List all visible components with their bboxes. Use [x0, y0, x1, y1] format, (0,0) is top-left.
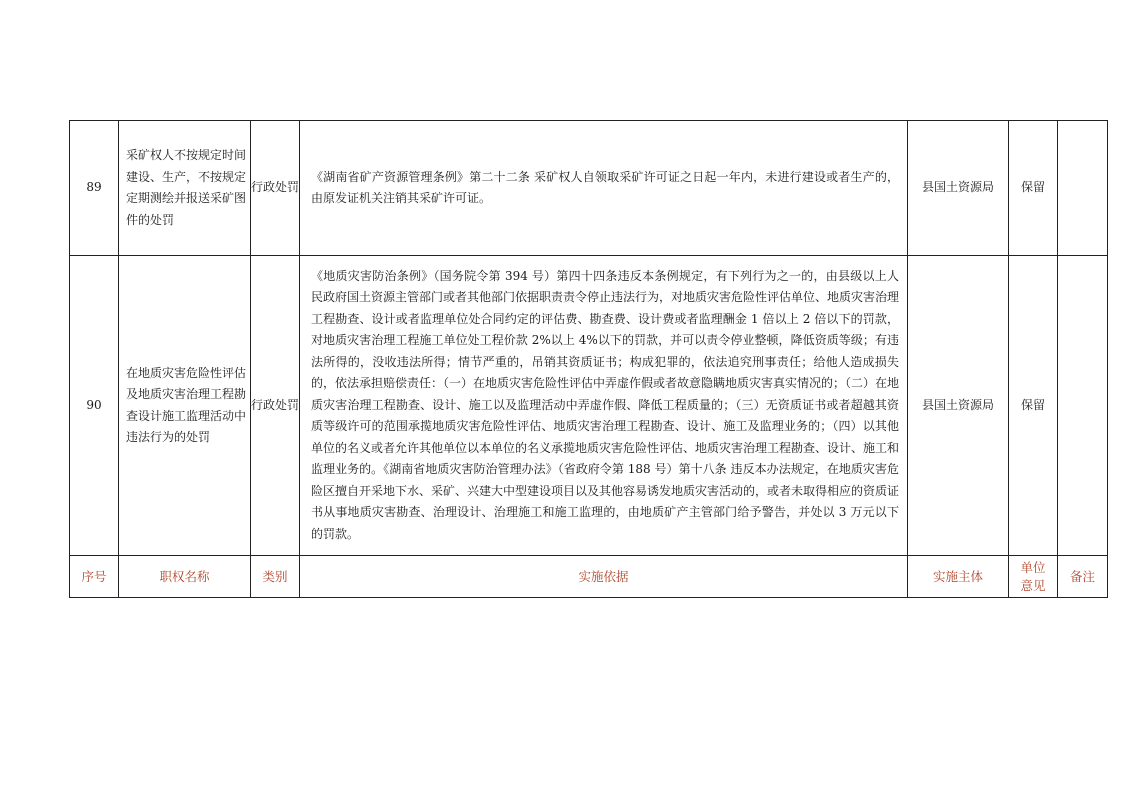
- authority-type: 行政处罚: [251, 121, 300, 256]
- header-type: 类别: [251, 556, 300, 598]
- row-number: 90: [70, 256, 119, 556]
- legal-basis: 《地质灾害防治条例》（国务院令第 394 号）第四十四条违反本条例规定，有下列行为之一的，由县级以上人民政府国土资源主管部门或者其他部门依据职责责令停止违法行为，对地质灾害危险性评估单位、地质灾害治理工程勘查、设计或者监理单位处合同约定的评估费、勘查费、设计费或者监理酬金 1 倍以上 2 倍以下的罚款，对地质灾害治理工程施工单位处工程价款 2%以上 4%以下的罚款，并可以责令停业整顿，降低资质等级；有违法所得的，没收违法所得；情节严重的，吊销其资质证书；构成犯罪的，依法追究刑事责任；给他人造成损失的，依法承担赔偿责任：（一）在地质灾害危险性评估中弄虚作假或者故意隐瞒地质灾害真实情况的；（二）在地质灾害治理工程勘查、设计、施工以及监理活动中弄虚作假、降低工程质量的；（三）无资质证书或者超越其资质等级许可的范围承揽地质灾害危险性评估、地质灾害治理工程勘查、设计、施工及监理业务的；（四）以其他单位的名义或者允许其他单位以本单位的名义承揽地质灾害危险性评估、地质灾害治理工程勘查、设计、施工和监理业务的。《湖南省地质灾害防治管理办法》（省政府令第 188 号）第十八条 违反本办法规定，在地质灾害危险区擅自开采地下水、采矿、兴建大中型建设项目以及其他容易诱发地质灾害活动的，或者未取得相应的资质证书从事地质灾害勘查、治理设计、治理施工和施工监理的，由地质矿产主管部门给予警告，并处以 3 万元以下的罚款。: [300, 256, 908, 556]
- header-legal-basis: 实施依据: [300, 556, 908, 598]
- header-number: 序号: [70, 556, 119, 598]
- header-implementing-body: 实施主体: [908, 556, 1009, 598]
- unit-opinion: 保留: [1009, 121, 1058, 256]
- authority-table: [69, 120, 1108, 598]
- header-remarks: 备注: [1058, 556, 1108, 598]
- unit-opinion: 保留: [1009, 256, 1058, 556]
- authority-name: 采矿权人不按规定时间建设、生产，不按规定定期测绘并报送采矿图件的处罚: [119, 121, 251, 256]
- remarks: [1058, 256, 1108, 556]
- header-unit-opinion-line2: 意见: [1020, 577, 1046, 593]
- table-row: [70, 121, 1108, 256]
- header-authority-name: 职权名称: [119, 556, 251, 598]
- implementing-body: 县国土资源局: [908, 121, 1009, 256]
- header-unit-opinion-line1: 单位: [1020, 559, 1046, 575]
- remarks: [1058, 121, 1108, 256]
- legal-basis: 《湖南省矿产资源管理条例》第二十二条 采矿权人自领取采矿许可证之日起一年内，未进行建设或者生产的，由原发证机关注销其采矿许可证。: [300, 121, 908, 256]
- authority-name: 在地质灾害危险性评估及地质灾害治理工程勘查设计施工监理活动中违法行为的处罚: [119, 256, 251, 556]
- authority-type: 行政处罚: [251, 256, 300, 556]
- header-row: [70, 556, 1108, 598]
- implementing-body: 县国土资源局: [908, 256, 1009, 556]
- header-unit-opinion: [1009, 556, 1058, 598]
- table-row: [70, 256, 1108, 556]
- row-number: 89: [70, 121, 119, 256]
